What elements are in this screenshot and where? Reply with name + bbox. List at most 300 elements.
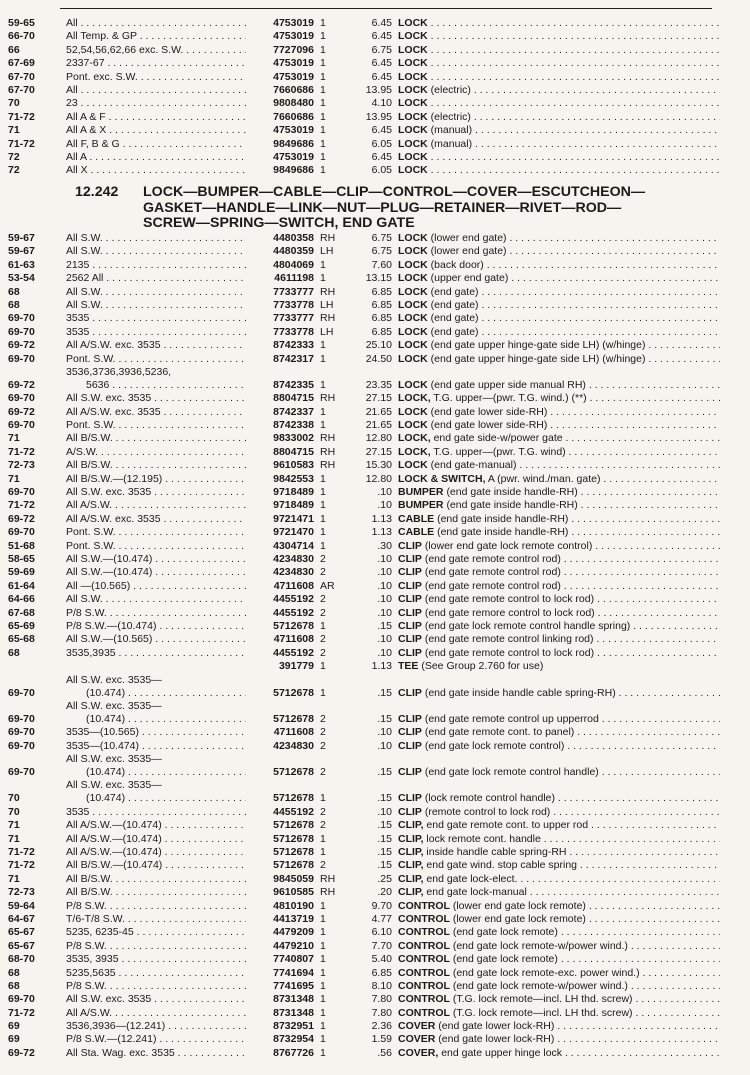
part-number: 5712678 bbox=[246, 687, 314, 700]
description bbox=[398, 111, 720, 124]
part-number: 391779 bbox=[246, 660, 314, 673]
part-number: 7733778 bbox=[246, 299, 314, 312]
description-detail: (end gate inside handle cable spring-RH) . . . bbox=[425, 687, 720, 699]
models-applicable: Pont. S.W. . . . bbox=[66, 540, 258, 553]
models-applicable-cont: (10.474) . . . bbox=[86, 687, 258, 700]
models-applicable: All A/S.W. exc. 3535 . . . bbox=[66, 339, 258, 352]
description-keyword: CLIP bbox=[398, 579, 422, 592]
part-number: 4234830 bbox=[246, 740, 314, 753]
price: 13.95 bbox=[365, 83, 392, 96]
model-years: 65-68 bbox=[8, 633, 35, 646]
part-number: 5712678 bbox=[246, 833, 314, 846]
models-applicable: All S.W. exc. 3535— bbox=[66, 753, 162, 766]
description-detail: (end gate remote control linking rod) . . . bbox=[425, 633, 720, 645]
part-number: 4753019 bbox=[246, 71, 314, 84]
quantity: 2 bbox=[320, 566, 326, 579]
price: .10 bbox=[377, 646, 392, 659]
part-number: 5712678 bbox=[246, 766, 314, 779]
description-keyword: LOCK bbox=[398, 232, 428, 244]
models-applicable: All A/S.W. exc. 3535 . . . bbox=[66, 513, 258, 526]
description-keyword: LOCK bbox=[398, 124, 428, 137]
description-keyword: LOCK bbox=[398, 272, 428, 285]
description bbox=[398, 713, 720, 726]
model-years: 68 bbox=[8, 979, 20, 992]
part-number: 4753019 bbox=[246, 17, 314, 30]
description-keyword: CONTROL bbox=[398, 1006, 450, 1019]
models-applicable: All A/S.W. exc. 3535 . . . bbox=[66, 406, 258, 419]
description bbox=[398, 84, 720, 97]
description-detail: (upper end gate) . . . bbox=[431, 272, 720, 284]
description-detail: (end gate remote control up upperrod . . . bbox=[425, 713, 720, 725]
price: 13.15 bbox=[365, 272, 392, 285]
table-row bbox=[0, 97, 750, 110]
description-keyword: LOCK bbox=[398, 325, 428, 338]
part-number: 4455192 bbox=[246, 647, 314, 660]
model-years: 68 bbox=[8, 298, 20, 311]
part-number: 9849686 bbox=[246, 164, 314, 177]
description-keyword: CLIP bbox=[398, 539, 422, 552]
part-number: 5712678 bbox=[246, 846, 314, 859]
model-years: 66-70 bbox=[8, 30, 35, 43]
model-years: 68 bbox=[8, 285, 20, 298]
part-number: 8767726 bbox=[246, 1047, 314, 1060]
description bbox=[398, 326, 720, 339]
models-applicable: 3536,3936—(12.241) . . . bbox=[66, 1020, 258, 1033]
quantity: 1 bbox=[320, 832, 326, 845]
quantity: 2 bbox=[320, 726, 326, 739]
description bbox=[398, 660, 720, 673]
description-detail: (T.G. lock remote—incl. LH thd. screw) . . . bbox=[453, 1007, 720, 1019]
description bbox=[398, 846, 720, 859]
table-row bbox=[0, 17, 750, 30]
model-years: 71-72 bbox=[8, 846, 35, 859]
quantity: RH bbox=[320, 872, 336, 885]
part-number: 4711608 bbox=[246, 726, 314, 739]
quantity: RH bbox=[320, 445, 336, 458]
description-detail: (T.G. lock remote—incl. LH thd. screw) . . . bbox=[453, 993, 720, 1005]
description bbox=[398, 44, 720, 57]
part-number: 4810190 bbox=[246, 900, 314, 913]
part-number: 5712678 bbox=[246, 620, 314, 633]
model-years: 71 bbox=[8, 124, 20, 137]
description bbox=[398, 151, 720, 164]
description bbox=[398, 1020, 720, 1033]
quantity: 1 bbox=[320, 979, 326, 992]
quantity: 1 bbox=[320, 57, 326, 70]
models-applicable: T/6-T/8 S.W. . . . bbox=[66, 913, 258, 926]
models-applicable: All S.W.—(10.474) . . . bbox=[66, 566, 258, 579]
description bbox=[398, 647, 720, 660]
model-years: 53-54 bbox=[8, 272, 35, 285]
price: 6.05 bbox=[371, 137, 392, 150]
price: 24.50 bbox=[365, 352, 392, 365]
description-detail: (end gate remore control to lock rod) . . . bbox=[425, 607, 720, 619]
model-years: 71 bbox=[8, 872, 20, 885]
description-keyword: LOCK bbox=[398, 110, 428, 123]
quantity: 1 bbox=[320, 30, 326, 43]
description-detail: (See Group 2.760 for use) bbox=[421, 660, 544, 673]
model-years: 71-72 bbox=[8, 499, 35, 512]
model-years: 72-73 bbox=[8, 459, 35, 472]
model-years: 69-72 bbox=[8, 405, 35, 418]
price: .10 bbox=[377, 566, 392, 579]
model-years: 69-70 bbox=[8, 419, 35, 432]
description bbox=[398, 259, 720, 272]
price: 4.77 bbox=[371, 912, 392, 925]
quantity: 1 bbox=[320, 124, 326, 137]
table-row bbox=[0, 259, 750, 272]
parts-list-previous-group bbox=[0, 17, 750, 178]
quantity: 1 bbox=[320, 43, 326, 56]
description-keyword: LOCK bbox=[398, 245, 428, 258]
table-row bbox=[0, 232, 750, 245]
price: .15 bbox=[377, 712, 392, 725]
part-number: 4804069 bbox=[246, 259, 314, 272]
part-number: 4753019 bbox=[246, 151, 314, 164]
quantity: 1 bbox=[320, 97, 326, 110]
part-number: 4455192 bbox=[246, 806, 314, 819]
description-detail: (end gate-manual) . . . bbox=[431, 459, 720, 471]
quantity: 1 bbox=[320, 110, 326, 123]
models-applicable: All B/S.W. . . . bbox=[66, 459, 258, 472]
description bbox=[398, 633, 720, 646]
model-years: 70 bbox=[8, 805, 20, 818]
description-detail: (end gate upper hinge-gate side LH) (w/hinge) . . . bbox=[431, 353, 720, 365]
models-applicable: All B/S.W. . . . bbox=[66, 873, 258, 886]
description bbox=[398, 164, 720, 177]
part-number: 9849686 bbox=[246, 138, 314, 151]
models-applicable: All A/S.W. . . . bbox=[66, 1007, 258, 1020]
models-applicable: P/8 S.W. . . . bbox=[66, 940, 258, 953]
table-row bbox=[0, 272, 750, 285]
quantity: 1 bbox=[320, 17, 326, 29]
price: 6.85 bbox=[371, 312, 392, 325]
quantity: 1 bbox=[320, 405, 326, 418]
description-keyword: CLIP bbox=[398, 739, 422, 752]
part-number: 8804715 bbox=[246, 392, 314, 405]
quantity: RH bbox=[320, 285, 336, 298]
description-detail: (remote control to lock rod) . . . bbox=[425, 806, 720, 818]
model-years: 71-72 bbox=[8, 445, 35, 458]
description bbox=[398, 913, 720, 926]
price: 6.45 bbox=[371, 17, 392, 29]
part-number: 7740807 bbox=[246, 953, 314, 966]
price: 4.10 bbox=[371, 97, 392, 110]
description bbox=[398, 926, 720, 939]
table-row bbox=[0, 846, 750, 859]
description-keyword: TEE bbox=[398, 660, 419, 673]
table-row bbox=[0, 553, 750, 566]
quantity: 2 bbox=[320, 552, 326, 565]
part-number: 5712678 bbox=[246, 792, 314, 805]
models-applicable: All S.W. exc. 3535 . . . bbox=[66, 392, 258, 405]
price: 1.59 bbox=[371, 1033, 392, 1046]
model-years: 67-69 bbox=[8, 57, 35, 70]
description-detail: lock remote cont. handle . . . bbox=[426, 833, 720, 845]
description-detail bbox=[431, 57, 720, 69]
table-row bbox=[0, 1047, 750, 1060]
models-applicable: P/8 S.W.—(12.241) . . . bbox=[66, 1033, 258, 1046]
price: .15 bbox=[377, 819, 392, 832]
table-row bbox=[0, 647, 750, 660]
price: 6.75 bbox=[371, 232, 392, 244]
description-detail: T.G. upper—(pwr. T.G. wind.) (**) . . . bbox=[433, 392, 720, 404]
description bbox=[398, 593, 720, 606]
description-keyword: CONTROL bbox=[398, 966, 450, 979]
table-row bbox=[0, 30, 750, 43]
price: .15 bbox=[377, 766, 392, 779]
description-detail: (lock remote control handle) . . . bbox=[425, 792, 720, 804]
quantity: 1 bbox=[320, 486, 326, 499]
table-row bbox=[0, 499, 750, 512]
part-number: 4711608 bbox=[246, 633, 314, 646]
description-keyword: CLIP, bbox=[398, 886, 424, 899]
description-detail: T.G. upper—(pwr. T.G. wind) . . . bbox=[433, 446, 720, 458]
description-detail: (end gate remote cont. to panel) . . . bbox=[425, 726, 720, 738]
description-keyword: BUMPER bbox=[398, 486, 444, 499]
model-years: 69-70 bbox=[8, 392, 35, 405]
description-keyword: CONTROL bbox=[398, 912, 450, 925]
group-title-line: GASKET—HANDLE—LINK—NUT—PLUG—RETAINER—RIVET—ROD— bbox=[143, 199, 622, 216]
price: .10 bbox=[377, 552, 392, 565]
model-years: 61-64 bbox=[8, 579, 35, 592]
part-number: 8742333 bbox=[246, 339, 314, 352]
description-detail: (end gate inside handle-RH) . . . bbox=[437, 513, 720, 525]
models-applicable: All Temp. & GP . . . bbox=[66, 30, 258, 43]
quantity: 1 bbox=[320, 899, 326, 912]
description bbox=[398, 1047, 720, 1060]
models-applicable: All A/S.W. . . . bbox=[66, 499, 258, 512]
table-row bbox=[0, 607, 750, 620]
quantity: LH bbox=[320, 298, 334, 311]
part-number: 4480358 bbox=[246, 232, 314, 245]
models-applicable: Pont. S.W. . . . bbox=[66, 526, 258, 539]
description-detail: (manual) . . . bbox=[431, 138, 720, 150]
quantity: 1 bbox=[320, 953, 326, 966]
description-keyword: LOCK, bbox=[398, 392, 431, 405]
price: 6.85 bbox=[371, 325, 392, 338]
description-detail: (lower end gate) . . . bbox=[431, 232, 720, 244]
table-row bbox=[0, 392, 750, 405]
description-keyword: LOCK bbox=[398, 57, 428, 70]
part-number: 7660686 bbox=[246, 111, 314, 124]
description-detail: end gate lock-manual . . . bbox=[426, 886, 720, 898]
quantity: 1 bbox=[320, 419, 326, 432]
description-detail: (end gate) . . . bbox=[431, 326, 720, 338]
description-keyword: CLIP bbox=[398, 726, 422, 739]
quantity: 1 bbox=[320, 1033, 326, 1046]
description bbox=[398, 726, 720, 739]
price: 6.75 bbox=[371, 245, 392, 258]
models-applicable: 3535 . . . bbox=[66, 326, 258, 339]
model-years: 69-70 bbox=[8, 739, 35, 752]
models-applicable: All . . . bbox=[66, 84, 258, 97]
model-years: 69-72 bbox=[8, 1046, 35, 1059]
group-title-line: LOCK—BUMPER—CABLE—CLIP—CONTROL—COVER—ESCUTCHEON— bbox=[143, 184, 646, 200]
price: 13.95 bbox=[365, 110, 392, 123]
models-applicable: Pont. S.W. . . . bbox=[66, 419, 258, 432]
table-row bbox=[0, 486, 750, 499]
models-applicable: 2562 All . . . bbox=[66, 272, 258, 285]
description-keyword: CLIP bbox=[398, 792, 422, 805]
price: 6.45 bbox=[371, 70, 392, 83]
description bbox=[398, 766, 720, 779]
quantity: 1 bbox=[320, 660, 326, 673]
price: 15.30 bbox=[365, 459, 392, 472]
description bbox=[398, 312, 720, 325]
part-number: 8742337 bbox=[246, 406, 314, 419]
quantity: 1 bbox=[320, 512, 326, 525]
model-years: 68-70 bbox=[8, 953, 35, 966]
models-applicable: All S.W. . . . bbox=[66, 593, 258, 606]
description-keyword: CONTROL bbox=[398, 939, 450, 952]
description-detail: (end gate lower side-RH) . . . bbox=[431, 406, 720, 418]
models-applicable: All A . . . bbox=[66, 151, 258, 164]
description bbox=[398, 286, 720, 299]
table-row bbox=[0, 953, 750, 966]
top-rule bbox=[60, 8, 712, 9]
price: .10 bbox=[377, 499, 392, 512]
model-years: 72-73 bbox=[8, 886, 35, 899]
part-number: 4480359 bbox=[246, 245, 314, 258]
description-keyword: CONTROL bbox=[398, 979, 450, 992]
part-number: 7733777 bbox=[246, 312, 314, 325]
part-number: 4304714 bbox=[246, 540, 314, 553]
table-row bbox=[0, 566, 750, 579]
description bbox=[398, 57, 720, 70]
quantity: 1 bbox=[320, 472, 326, 485]
price: .15 bbox=[377, 686, 392, 699]
quantity: 2 bbox=[320, 766, 326, 779]
table-row bbox=[0, 1007, 750, 1020]
description-keyword: LOCK bbox=[398, 70, 428, 83]
price: 6.85 bbox=[371, 966, 392, 979]
table-row bbox=[0, 980, 750, 993]
quantity: 1 bbox=[320, 164, 326, 177]
description-detail bbox=[431, 71, 720, 83]
description bbox=[398, 900, 720, 913]
model-years: 69-70 bbox=[8, 712, 35, 725]
model-years: 61-63 bbox=[8, 258, 35, 271]
table-row bbox=[0, 674, 750, 700]
quantity: 1 bbox=[320, 792, 326, 805]
description-detail: (end gate lock remote control handle) . . . bbox=[425, 766, 720, 778]
part-number: 4455192 bbox=[246, 607, 314, 620]
quantity: LH bbox=[320, 325, 334, 338]
models-applicable: All S.W. exc. 3535 . . . bbox=[66, 993, 258, 1006]
model-years: 72 bbox=[8, 150, 20, 163]
table-row bbox=[0, 900, 750, 913]
price: 1.13 bbox=[371, 512, 392, 525]
description-detail: (end gate upper hinge-gate side LH) (w/hinge) . . . bbox=[431, 339, 720, 351]
description-detail: (end gate lower lock-RH) . . . bbox=[438, 1020, 720, 1032]
quantity: 1 bbox=[320, 1046, 326, 1059]
quantity: 1 bbox=[320, 912, 326, 925]
quantity: 2 bbox=[320, 819, 326, 832]
models-applicable: 5235,5635 . . . bbox=[66, 967, 258, 980]
description bbox=[398, 566, 720, 579]
description-detail: (lower end gate lock remote control) . . . bbox=[425, 540, 720, 552]
price: .25 bbox=[377, 872, 392, 885]
models-applicable: All S.W. exc. 3535 . . . bbox=[66, 486, 258, 499]
description-keyword: LOCK & SWITCH, bbox=[398, 472, 486, 485]
description-keyword: CLIP bbox=[398, 619, 422, 632]
part-number: 9718489 bbox=[246, 499, 314, 512]
model-years: 64-67 bbox=[8, 912, 35, 925]
part-number: 4413719 bbox=[246, 913, 314, 926]
price: 12.80 bbox=[365, 472, 392, 485]
models-applicable: 3536,3736,3936,5236, bbox=[66, 365, 172, 378]
models-applicable: All S.W. . . . bbox=[66, 299, 258, 312]
table-row bbox=[0, 526, 750, 539]
model-years: 71-72 bbox=[8, 1006, 35, 1019]
description-detail: (end gate) . . . bbox=[431, 299, 720, 311]
model-years: 71 bbox=[8, 819, 20, 832]
model-years: 65-67 bbox=[8, 939, 35, 952]
part-number: 9610583 bbox=[246, 459, 314, 472]
table-row bbox=[0, 913, 750, 926]
description-detail: (lower end gate) . . . bbox=[431, 245, 720, 257]
model-years: 51-68 bbox=[8, 539, 35, 552]
description-keyword: CONTROL bbox=[398, 953, 450, 966]
models-applicable: P/8 S.W.—(10.474) . . . bbox=[66, 620, 258, 633]
model-years: 69-70 bbox=[8, 526, 35, 539]
model-years: 59-67 bbox=[8, 245, 35, 258]
table-row bbox=[0, 473, 750, 486]
description-detail: inside handle cable spring-RH . . . bbox=[426, 846, 720, 858]
description-keyword: CABLE bbox=[398, 526, 435, 539]
parts-list-end-gate bbox=[0, 232, 750, 1060]
models-applicable: P/8 S.W. . . . bbox=[66, 607, 258, 620]
model-years: 69 bbox=[8, 1020, 20, 1033]
quantity: 1 bbox=[320, 993, 326, 1006]
model-years: 58-65 bbox=[8, 552, 35, 565]
part-number: 8742335 bbox=[246, 379, 314, 392]
description-keyword: COVER, bbox=[398, 1046, 439, 1059]
part-number: 8732951 bbox=[246, 1020, 314, 1033]
price: 6.85 bbox=[371, 285, 392, 298]
models-applicable: A/S.W. . . . bbox=[66, 446, 258, 459]
model-years: 70 bbox=[8, 97, 20, 110]
part-number: 4234830 bbox=[246, 566, 314, 579]
table-row bbox=[0, 513, 750, 526]
description bbox=[398, 30, 720, 43]
description-keyword: CLIP bbox=[398, 646, 422, 659]
quantity: 1 bbox=[320, 526, 326, 539]
description bbox=[398, 486, 720, 499]
part-number: 9721471 bbox=[246, 513, 314, 526]
description-keyword: CLIP bbox=[398, 633, 422, 646]
description-detail: (end gate remote control to lock rod) . . . bbox=[425, 593, 720, 605]
price: 7.70 bbox=[371, 939, 392, 952]
quantity: 1 bbox=[320, 1020, 326, 1033]
description bbox=[398, 339, 720, 352]
description bbox=[398, 392, 720, 405]
part-number: 7733778 bbox=[246, 326, 314, 339]
description-keyword: COVER bbox=[398, 1033, 436, 1046]
models-applicable: P/8 S.W. . . . bbox=[66, 900, 258, 913]
description bbox=[398, 446, 720, 459]
description-keyword: LOCK bbox=[398, 352, 428, 365]
price: 25.10 bbox=[365, 339, 392, 352]
description bbox=[398, 806, 720, 819]
model-years: 68 bbox=[8, 646, 20, 659]
table-row bbox=[0, 124, 750, 137]
description bbox=[398, 406, 720, 419]
table-row bbox=[0, 339, 750, 352]
part-number: 7727096 bbox=[246, 44, 314, 57]
table-row bbox=[0, 740, 750, 753]
